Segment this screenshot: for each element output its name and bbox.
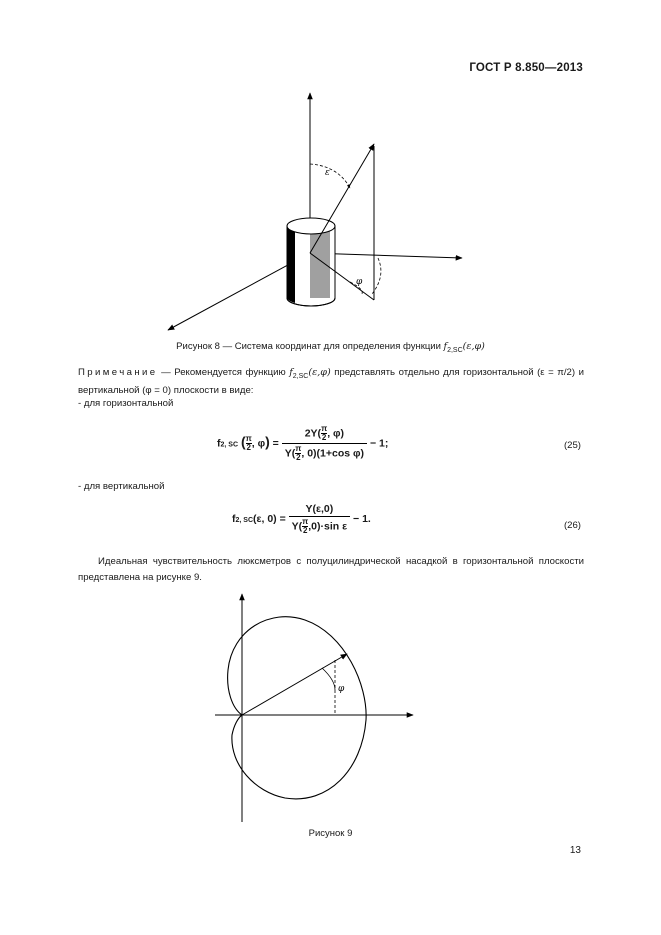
figure-9-caption: Рисунок 9 (308, 828, 353, 839)
body-paragraph: Идеальная чувствительность люксметров с полуцилиндрической насадкой в горизонтальной плоскости представлена на рисунке 9. (78, 556, 584, 583)
list-item-vertical: - для вертикальной (78, 481, 165, 492)
equation-25-number: (25) (563, 440, 581, 451)
equation-26: f2, SC(ε, 0) = Y(ε,0) Y( $\frac{\pi}{2},0)\cdot\sin$ ε − 1. (232, 503, 371, 535)
direction-vector (310, 144, 374, 253)
phi-label: φ (338, 684, 345, 694)
epsilon-label: ε (325, 168, 330, 178)
page-number: 13 (569, 845, 581, 856)
document-header: ГОСТ Р 8.850—2013 (469, 62, 583, 74)
figure-8-caption: Рисунок 8 — Система координат для определения функции $f_{2,SC}(\varepsilon,\varphi)$ (176, 341, 485, 354)
phi-label: φ (356, 277, 363, 287)
epsilon-arc (310, 164, 350, 188)
list-item-horizontal: - для горизонтальной (78, 398, 174, 409)
phi-arc (372, 258, 381, 294)
figure-8-coordinate-diagram (150, 88, 480, 340)
phi-arc (322, 668, 335, 690)
half-cylinder (287, 218, 335, 306)
figure-9-polar-diagram (210, 590, 420, 825)
equation-26-number: (26) (563, 520, 581, 531)
note-paragraph: Примечание — Рекомендуется функцию $f_{2,SC}(\varepsilon,\varphi)$ представлять отдельно для горизонтальной (ε = π/2) и вертикальной (φ = 0) плоскости в виде: (78, 367, 584, 397)
direction-vector (242, 654, 347, 715)
equation-25: f2, SC ( $\frac{\pi}{2}$, φ) = 2Y( $\frac{\pi}{2}$, φ) Y( $\frac{\pi}{2}$, 0)(1+cos φ) − 1; (217, 424, 389, 462)
sensitivity-curve (228, 617, 367, 799)
